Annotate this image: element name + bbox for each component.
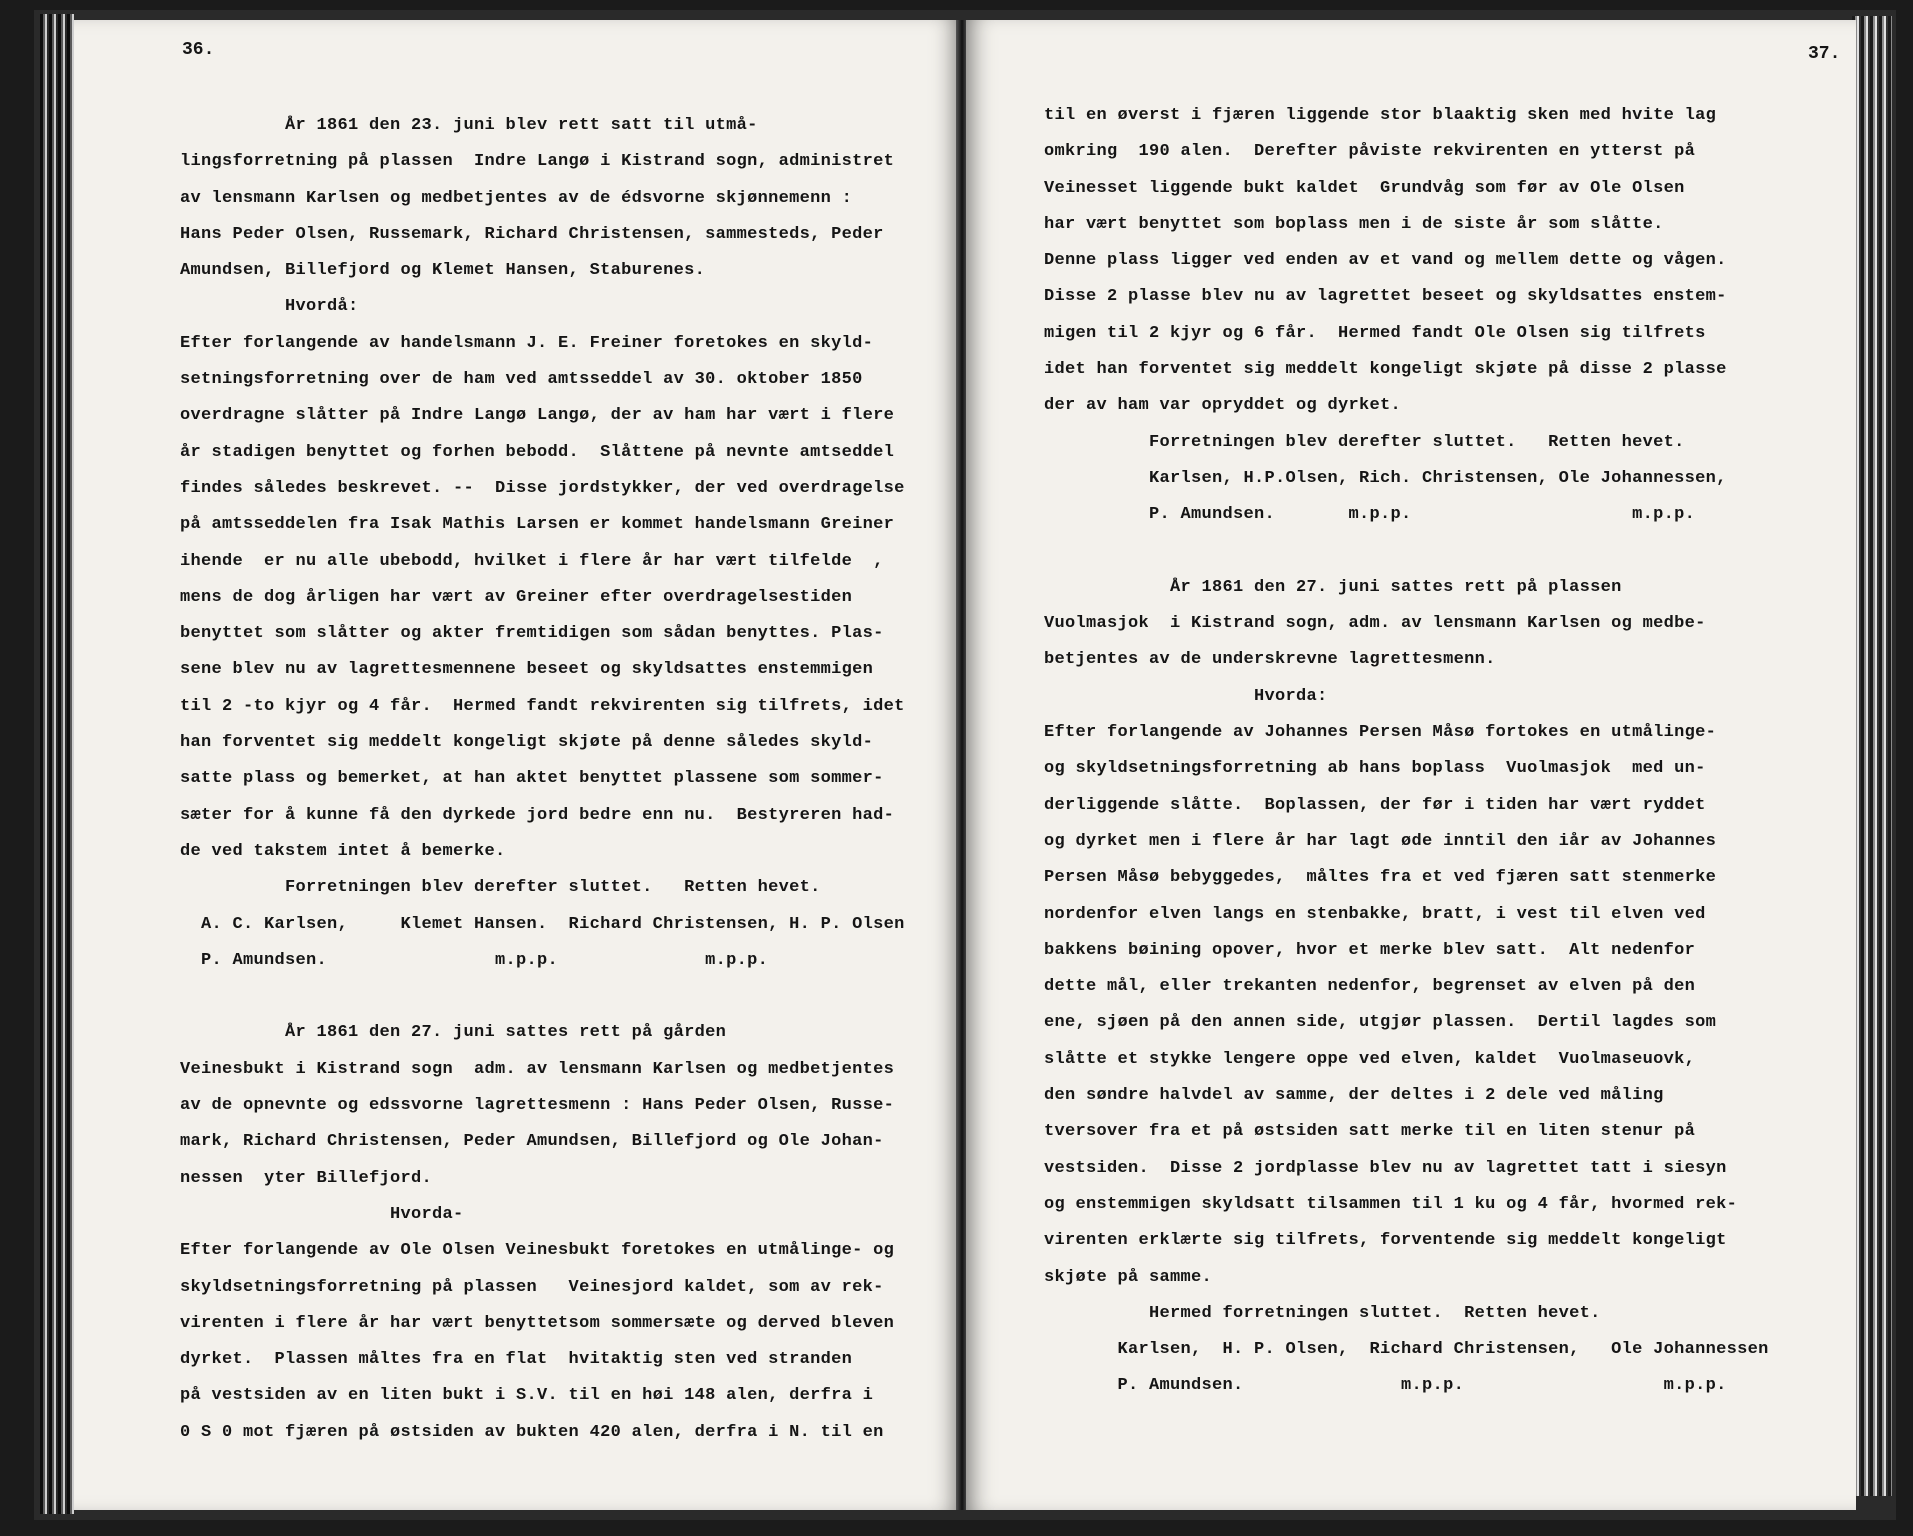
text-line: sene blev nu av lagrettesmennene beseet og skyldsattes enstemmigen <box>180 660 874 680</box>
text-line: til en øverst i fjæren liggende stor blaaktig sken med hvite lag <box>1044 106 1717 125</box>
right-page <box>966 20 1856 1510</box>
text-line: Hvordå: <box>180 297 359 317</box>
text-line: Karlsen, H. P. Olsen, Richard Christensen, Ole Johannessen <box>1044 1340 1769 1360</box>
text-line: År 1861 den 27. juni sattes rett på gården <box>180 1023 727 1043</box>
text-line: på vestsiden av en liten bukt i S.V. til en høi 148 alen, derfra i <box>180 1386 874 1406</box>
text-line: Hvorda: <box>1044 686 1328 706</box>
text-line: Hvorda- <box>180 1204 464 1224</box>
text-line: slåtte et stykke lengere oppe ved elven, kaldet Vuolmaseuovk, <box>1044 1049 1696 1069</box>
text-line: bakkens bøining opover, hvor et merke blev satt. Alt nedenfor <box>1044 940 1696 960</box>
text-line: tversover fra et på østsiden satt merke til en liten stenur på <box>1044 1122 1696 1142</box>
text-line: Persen Måsø bebyggedes, måltes fra et ved fjæren satt stenmerke <box>1044 868 1717 888</box>
text-line: ihende er nu alle ubebodd, hvilket i flere år har vært tilfelde , <box>180 551 884 571</box>
text-line: og skyldsetningsforretning ab hans boplass Vuolmasjok med un- <box>1044 759 1706 779</box>
text-line: virenten i flere år har vært benyttetsom sommersæte og derved bleven <box>180 1313 895 1333</box>
text-line: år stadigen benyttet og forhen bebodd. Slåttene på nevnte amtseddel <box>180 442 895 462</box>
text-line: den søndre halvdel av samme, der deltes i 2 dele ved måling <box>1044 1086 1664 1106</box>
text-line: overdragne slåtter på Indre Langø Langø, der av ham har vært i flere <box>180 406 895 426</box>
text-line: virenten erklærte sig tilfrets, forventende sig meddelt kongeligt <box>1044 1231 1727 1251</box>
text-line: vestsiden. Disse 2 jordplasse blev nu av lagrettet tatt i siesyn <box>1044 1158 1727 1178</box>
text-line: ene, sjøen på den annen side, utgjør plassen. Dertil lagdes som <box>1044 1013 1717 1033</box>
text-line: Hans Peder Olsen, Russemark, Richard Christensen, sammesteds, Peder <box>180 224 884 244</box>
text-line: Karlsen, H.P.Olsen, Rich. Christensen, Ole Johannessen, <box>1044 468 1727 488</box>
text-line: omkring 190 alen. Derefter påviste rekvirenten en ytterst på <box>1044 142 1696 162</box>
text-line: betjentes av de underskrevne lagrettesmenn. <box>1044 650 1496 670</box>
book-edge-left <box>40 14 76 1514</box>
text-line: A. C. Karlsen, Klemet Hansen. Richard Christensen, H. P. Olsen <box>180 914 905 934</box>
text-line: 0 S 0 mot fjæren på østsiden av bukten 420 alen, derfra i N. til en <box>180 1422 884 1442</box>
text-line: satte plass og bemerket, at han aktet benyttet plassene som sommer- <box>180 769 884 789</box>
text-line: P. Amundsen. m.p.p. m.p.p. <box>180 950 769 970</box>
text-line: idet han forventet sig meddelt kongeligt skjøte på disse 2 plasse <box>1044 360 1727 380</box>
text-line: Hermed forretningen sluttet. Retten hevet. <box>1044 1303 1601 1323</box>
text-line: lingsforretning på plassen Indre Langø i Kistrand sogn, administret <box>180 152 895 172</box>
text-line: P. Amundsen. m.p.p. m.p.p. <box>1044 505 1696 525</box>
text-line: År 1861 den 23. juni blev rett satt til utmå- <box>180 116 758 135</box>
text-line: Veinesset liggende bukt kaldet Grundvåg som før av Ole Olsen <box>1044 178 1685 198</box>
text-line: nessen yter Billefjord. <box>180 1168 433 1188</box>
text-line: de ved takstem intet å bemerke. <box>180 841 506 861</box>
text-line: og enstemmigen skyldsatt tilsammen til 1 ku og 4 får, hvormed rek- <box>1044 1194 1738 1214</box>
text-line <box>180 979 905 1015</box>
text-line: findes således beskrevet. -- Disse jordstykker, der ved overdragelse <box>180 478 905 498</box>
text-line: Efter forlangende av handelsmann J. E. Freiner foretokes en skyld- <box>180 333 874 353</box>
text-line: der av ham var opryddet og dyrket. <box>1044 396 1402 416</box>
text-line: nordenfor elven langs en stenbakke, bratt, i vest til elven ved <box>1044 904 1706 924</box>
text-line: Vuolmasjok i Kistrand sogn, adm. av lensmann Karlsen og medbe- <box>1044 614 1706 634</box>
text-line: mark, Richard Christensen, Peder Amundsen, Billefjord og Ole Johan- <box>180 1132 884 1152</box>
text-line: derliggende slåtte. Boplassen, der før i tiden har vært ryddet <box>1044 795 1706 815</box>
left-page <box>74 20 960 1510</box>
text-line: P. Amundsen. m.p.p. m.p.p. <box>1044 1376 1727 1396</box>
text-line: Efter forlangende av Ole Olsen Veinesbukt foretokes en utmålinge- og <box>180 1241 895 1261</box>
left-page-text <box>180 108 905 1451</box>
text-line: setningsforretning over de ham ved amtsseddel av 30. oktober 1850 <box>180 370 863 390</box>
text-line: Disse 2 plasse blev nu av lagrettet beseet og skyldsattes enstem- <box>1044 287 1727 307</box>
right-page-number: 37. <box>1808 44 1841 64</box>
text-line: Denne plass ligger ved enden av et vand og mellem dette og vågen. <box>1044 251 1727 271</box>
text-line: Forretningen blev derefter sluttet. Retten hevet. <box>180 878 821 898</box>
right-page-text <box>1044 98 1769 1405</box>
text-line: sæter for å kunne få den dyrkede jord bedre enn nu. Bestyreren had- <box>180 805 895 825</box>
text-line: til 2 -to kjyr og 4 får. Hermed fandt rekvirenten sig tilfrets, idet <box>180 696 905 716</box>
text-line: har vært benyttet som boplass men i de siste år som slåtte. <box>1044 214 1664 234</box>
text-line: på amtsseddelen fra Isak Mathis Larsen er kommet handelsmann Greiner <box>180 515 895 535</box>
book-edge-right <box>1852 16 1892 1496</box>
text-line: og dyrket men i flere år har lagt øde inntil den iår av Johannes <box>1044 831 1717 851</box>
text-line: av lensmann Karlsen og medbetjentes av de édsvorne skjønnemenn : <box>180 188 853 208</box>
text-line: han forventet sig meddelt kongeligt skjøte på denne således skyld- <box>180 733 874 753</box>
left-page-number: 36. <box>182 40 215 60</box>
text-line: Efter forlangende av Johannes Persen Måsø fortokes en utmålinge- <box>1044 723 1717 743</box>
text-line <box>1044 534 1769 570</box>
text-line: Veinesbukt i Kistrand sogn adm. av lensmann Karlsen og medbetjentes <box>180 1059 895 1079</box>
text-line: skyldsetningsforretning på plassen Veinesjord kaldet, som av rek- <box>180 1277 884 1297</box>
text-line: År 1861 den 27. juni sattes rett på plassen <box>1044 577 1622 597</box>
text-line: skjøte på samme. <box>1044 1267 1213 1287</box>
text-line: av de opnevnte og edssvorne lagrettesmenn : Hans Peder Olsen, Russe- <box>180 1096 895 1116</box>
text-line: Forretningen blev derefter sluttet. Retten hevet. <box>1044 432 1685 452</box>
text-line: dyrket. Plassen måltes fra en flat hvitaktig sten ved stranden <box>180 1350 853 1370</box>
text-line: migen til 2 kjyr og 6 får. Hermed fandt Ole Olsen sig tilfrets <box>1044 323 1706 343</box>
text-line: mens de dog årligen har vært av Greiner efter overdragelsestiden <box>180 587 853 607</box>
text-line: benyttet som slåtter og akter fremtidigen som sådan benyttes. Plas- <box>180 624 884 644</box>
text-line: Amundsen, Billefjord og Klemet Hansen, Staburenes. <box>180 261 706 281</box>
text-line: dette mål, eller trekanten nedenfor, begrenset av elven på den <box>1044 977 1696 997</box>
